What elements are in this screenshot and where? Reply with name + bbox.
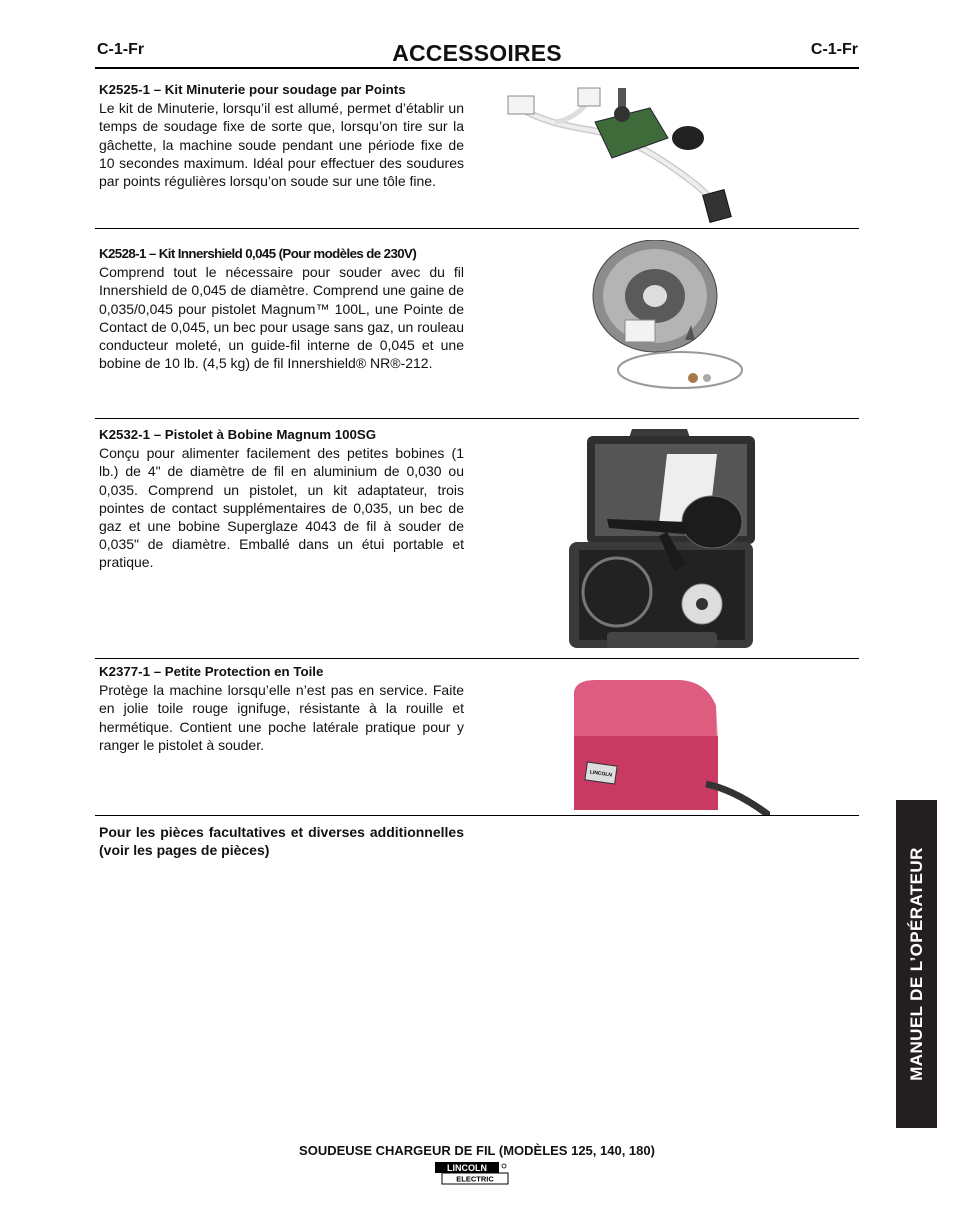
spool-gun-case-image [567, 424, 757, 652]
accessory-section-k2377 [99, 663, 464, 754]
innershield-kit-image [585, 240, 750, 400]
footnote: Pour les pièces facultatives et diverses additionnelles (voir les pages de pièces) [99, 824, 464, 858]
section-divider [95, 228, 859, 229]
section-divider [95, 658, 859, 659]
logo-bottom-text: ELECTRIC [456, 1174, 494, 1184]
section-body: Protège la machine lorsqu’elle n’est pas en service. Faite en jolie toile rouge ignifuge, résistante à la rouille et hermétique. Contient une poche latérale pratique pour y ranger le pistolet à souder. [99, 682, 464, 753]
accessory-section-k2532 [99, 426, 464, 572]
spot-timer-kit-image [500, 80, 750, 225]
lincoln-electric-logo [434, 1161, 510, 1185]
accessory-section-k2525 [99, 81, 464, 190]
section-body: Conçu pour alimenter facilement des petites bobines (1 lb.) de 4" de diamètre de fil en aluminium de 0,030 ou 0,035. Comprend un pistolet, un kit adaptateur, trois pointes de contact supplémentaires de 0,035, un bec de gaz et une bobine Superglaze 4043 de fil à souder de 0,035" de diamètre. Emballé dans un étui portable et pratique. [99, 445, 464, 571]
canvas-cover-image [566, 676, 770, 816]
page-code-right: C-1-Fr [810, 41, 858, 58]
section-title: K2525-1 – Kit Minuterie pour soudage par Points [99, 82, 406, 97]
section-title: K2377-1 – Petite Protection en Toile [99, 664, 324, 679]
header-rule [95, 67, 859, 69]
section-body: Comprend tout le nécessaire pour souder avec du fil Innershield de 0,045 de diamètre. Comprend une gaine de 0,035/0,045 pour pistolet Magnum™ 100L, une Pointe de Contact de 0,045, un bec pour usage sans gaz, un rouleau conducteur moleté, un guide-fil interne de 0,045 et une bobine de 10 lb. (4,5 kg) de fil Innershield® NR®-212. [99, 264, 464, 372]
svg-text:LINCOLN: LINCOLN [589, 769, 613, 779]
logo-top-text: LINCOLN [447, 1163, 487, 1173]
footer-title: SOUDEUSE CHARGEUR DE FIL (MODÈLES 125, 140, 180) [299, 1143, 655, 1158]
side-tab [896, 800, 937, 1128]
section-divider [95, 418, 859, 419]
section-body: Le kit de Minuterie, lorsqu’il est allumé, permet d’établir un temps de soudage fixe de sorte que, lorsqu’on tire sur la gâchette, la machine soude pendant une période fixe de 10 secondes maximum. Idéal pour effectuer des soudures par points régulières lorsqu’on soude sur une tôle fine. [99, 100, 464, 190]
page-title: ACCESSOIRES [392, 40, 562, 66]
page-code-left: C-1-Fr [97, 41, 145, 58]
accessory-section-k2528 [99, 245, 464, 372]
section-divider [95, 815, 859, 816]
section-title: K2532-1 – Pistolet à Bobine Magnum 100SG [99, 427, 377, 442]
side-tab-label: MANUEL DE L’OPÉRATEUR [906, 847, 926, 1081]
section-title: K2528-1 – Kit Innershield 0,045 (Pour modèles de 230V) [99, 246, 417, 261]
